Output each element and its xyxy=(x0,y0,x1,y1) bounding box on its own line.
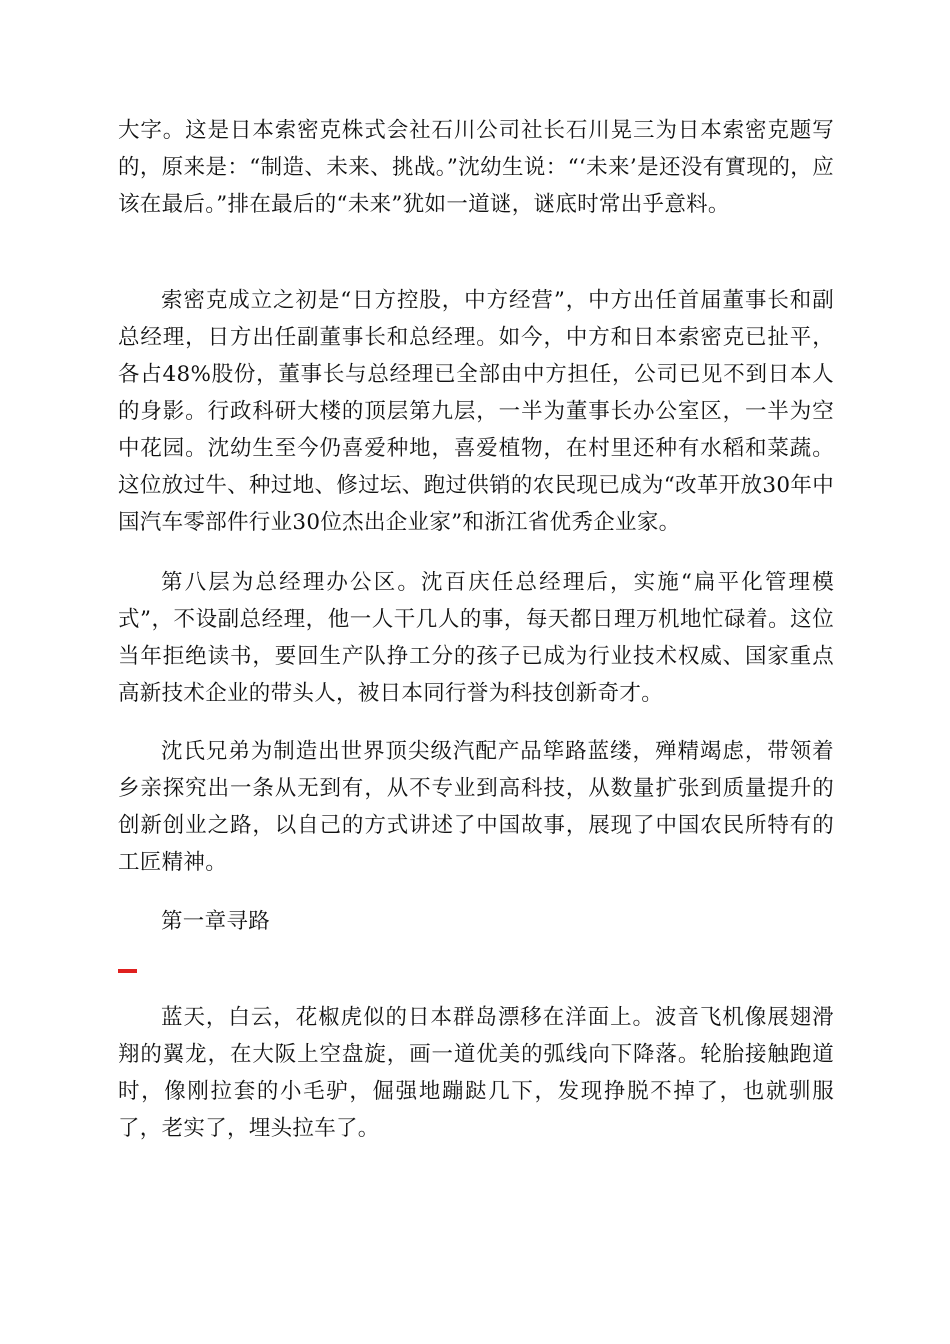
paragraph-1: 大字。这是日本索密克株式会社石川公司社长石川晃三为日本索密克题写的，原来是：“制造、未来、挑战。”沈幼生说：“‘未来’是还没有實现的，应该在最后。”排在最后的“未来”犹如一道谜，谜底时常出乎意料。 xyxy=(118,118,834,217)
paragraph-2: 索密克成立之初是“日方控股，中方经营”，中方出任首届董事长和副总经理，日方出任副董事长和总经理。如今，中方和日本索密克已扯平，各占48%股份，董事长与总经理已全部由中方担任，公司已见不到日本人的身影。行政科研大楼的顶层第九层，一半为董事长办公室区，一半为空中花园。沈幼生至今仍喜爱种地，喜爱植物，在村里还种有水稻和菜蔬。这位放过牛、种过地、修过坛、跑过供销的农民现已成为“改革开放30年中国汽车零部件行业30位杰出企业家”和浙江省优秀企业家。 xyxy=(118,288,834,535)
paragraph-4: 沈氏兄弟为制造出世界顶尖级汽配产品筚路蓝缕，殚精竭虑，带领着乡亲探究出一条从无到有，从不专业到高科技，从数量扩张到质量提升的创新创业之路，以自己的方式讲述了中国故事，展现了中国农民所特有的工匠精神。 xyxy=(118,739,834,875)
paragraph-3: 第八层为总经理办公区。沈百庆任总经理后，实施“扁平化管理模式”，不设副总经理，他一人干几人的事，每天都日理万机地忙碌着。这位当年拒绝读书，要回生产队挣工分的孩子已成为行业技术权威、国家重点高新技术企业的带头人，被日本同行誉为科技创新奇才。 xyxy=(118,570,834,706)
section-marker xyxy=(118,969,137,973)
paragraph-5: 蓝天，白云，花椒虎似的日本群岛漂移在洋面上。波音飞机像展翅滑翔的翼龙，在大阪上空盘旋，画一道优美的弧线向下降落。轮胎接触跑道时，像刚拉套的小毛驴，倔强地蹦跶几下，发现挣脱不掉了，也就驯服了，老实了，埋头拉车了。 xyxy=(118,1005,834,1141)
chapter-heading: 第一章寻路 xyxy=(161,909,271,934)
